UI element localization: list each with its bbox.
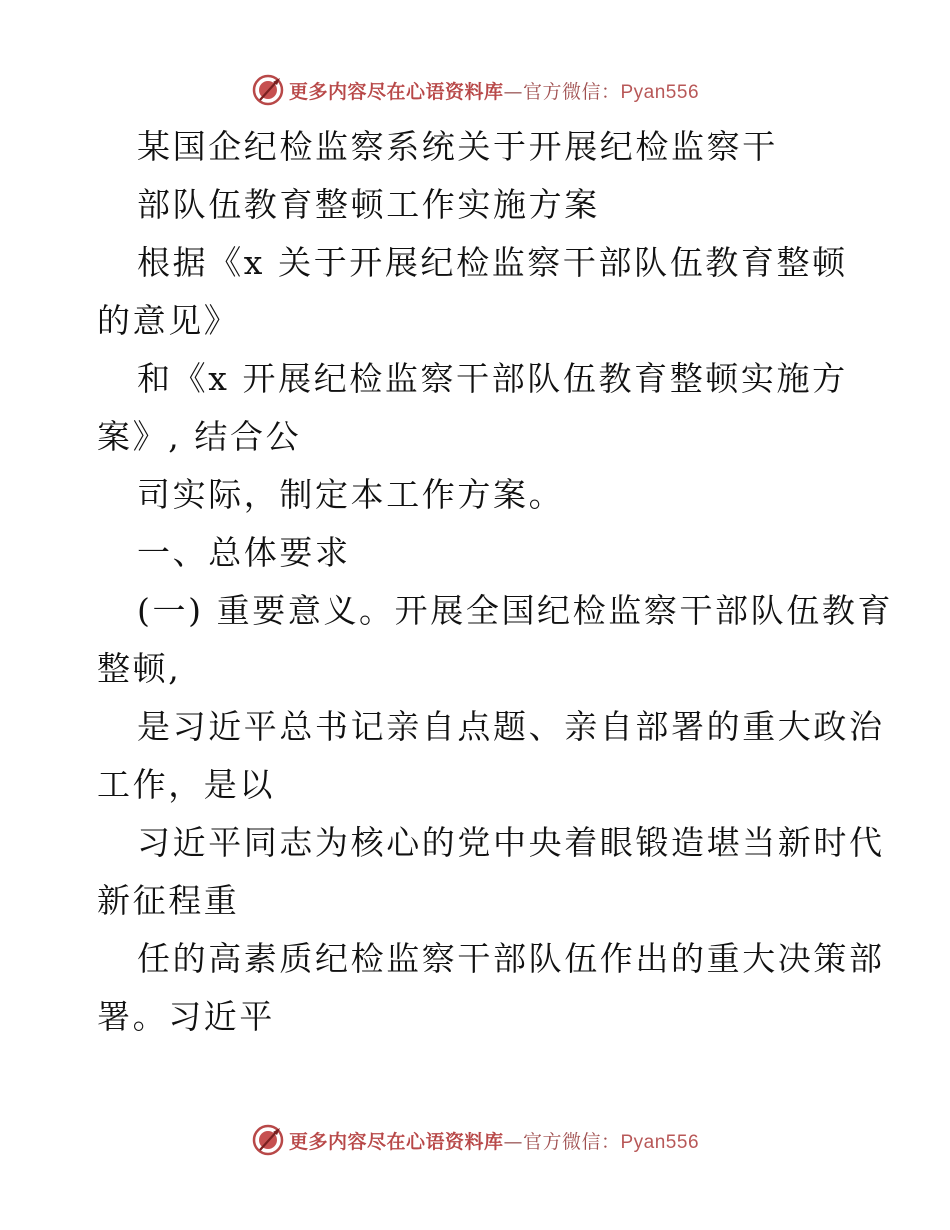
doc-paragraph-line: 根据《x 关于开展纪检监察干部队伍教育整顿 — [137, 243, 848, 282]
banner-wechat-label: 官方微信： — [522, 1130, 621, 1153]
doc-title-line-1: 某国企纪检监察系统关于开展纪检监察干 — [137, 127, 778, 166]
doc-paragraph-line: 工作，是以 — [97, 765, 275, 804]
doc-section-heading: 一、总体要求 — [137, 533, 351, 572]
banner-main-text: 更多内容尽在心语资料库 — [288, 1130, 504, 1153]
banner-separator: — — [503, 1130, 523, 1153]
quill-seal-icon — [251, 1123, 285, 1157]
doc-paragraph-line: 习近平同志为核心的党中央着眼锻造堪当新时代 — [137, 823, 885, 862]
doc-paragraph-line: 和《x 开展纪检监察干部队伍教育整顿实施方 — [137, 359, 848, 398]
doc-paragraph-line: 署。习近平 — [97, 997, 275, 1036]
doc-paragraph-line: 整顿, — [97, 649, 182, 688]
banner-separator: — — [503, 80, 523, 103]
doc-paragraph-line: 的意见》 — [97, 301, 240, 340]
doc-paragraph-line: 新征程重 — [97, 881, 240, 920]
footer-watermark-banner — [0, 1120, 950, 1160]
doc-title-line-2: 部队伍教育整顿工作实施方案 — [137, 185, 600, 224]
banner-wechat-id: Pyan556 — [620, 1131, 700, 1153]
quill-seal-icon — [251, 73, 285, 107]
header-watermark-banner — [0, 70, 950, 110]
doc-paragraph-line: 任的高素质纪检监察干部队伍作出的重大决策部 — [137, 939, 885, 978]
doc-paragraph-line: 是习近平总书记亲自点题、亲自部署的重大政治 — [137, 707, 885, 746]
doc-paragraph-line: 案》, 结合公 — [97, 417, 302, 456]
doc-paragraph-line: (一) 重要意义。开展全国纪检监察干部队伍教育 — [137, 591, 894, 630]
banner-main-text: 更多内容尽在心语资料库 — [288, 80, 504, 103]
doc-paragraph-line: 司实际，制定本工作方案。 — [137, 475, 565, 514]
banner-wechat-label: 官方微信： — [522, 80, 621, 103]
banner-wechat-id: Pyan556 — [620, 81, 700, 103]
